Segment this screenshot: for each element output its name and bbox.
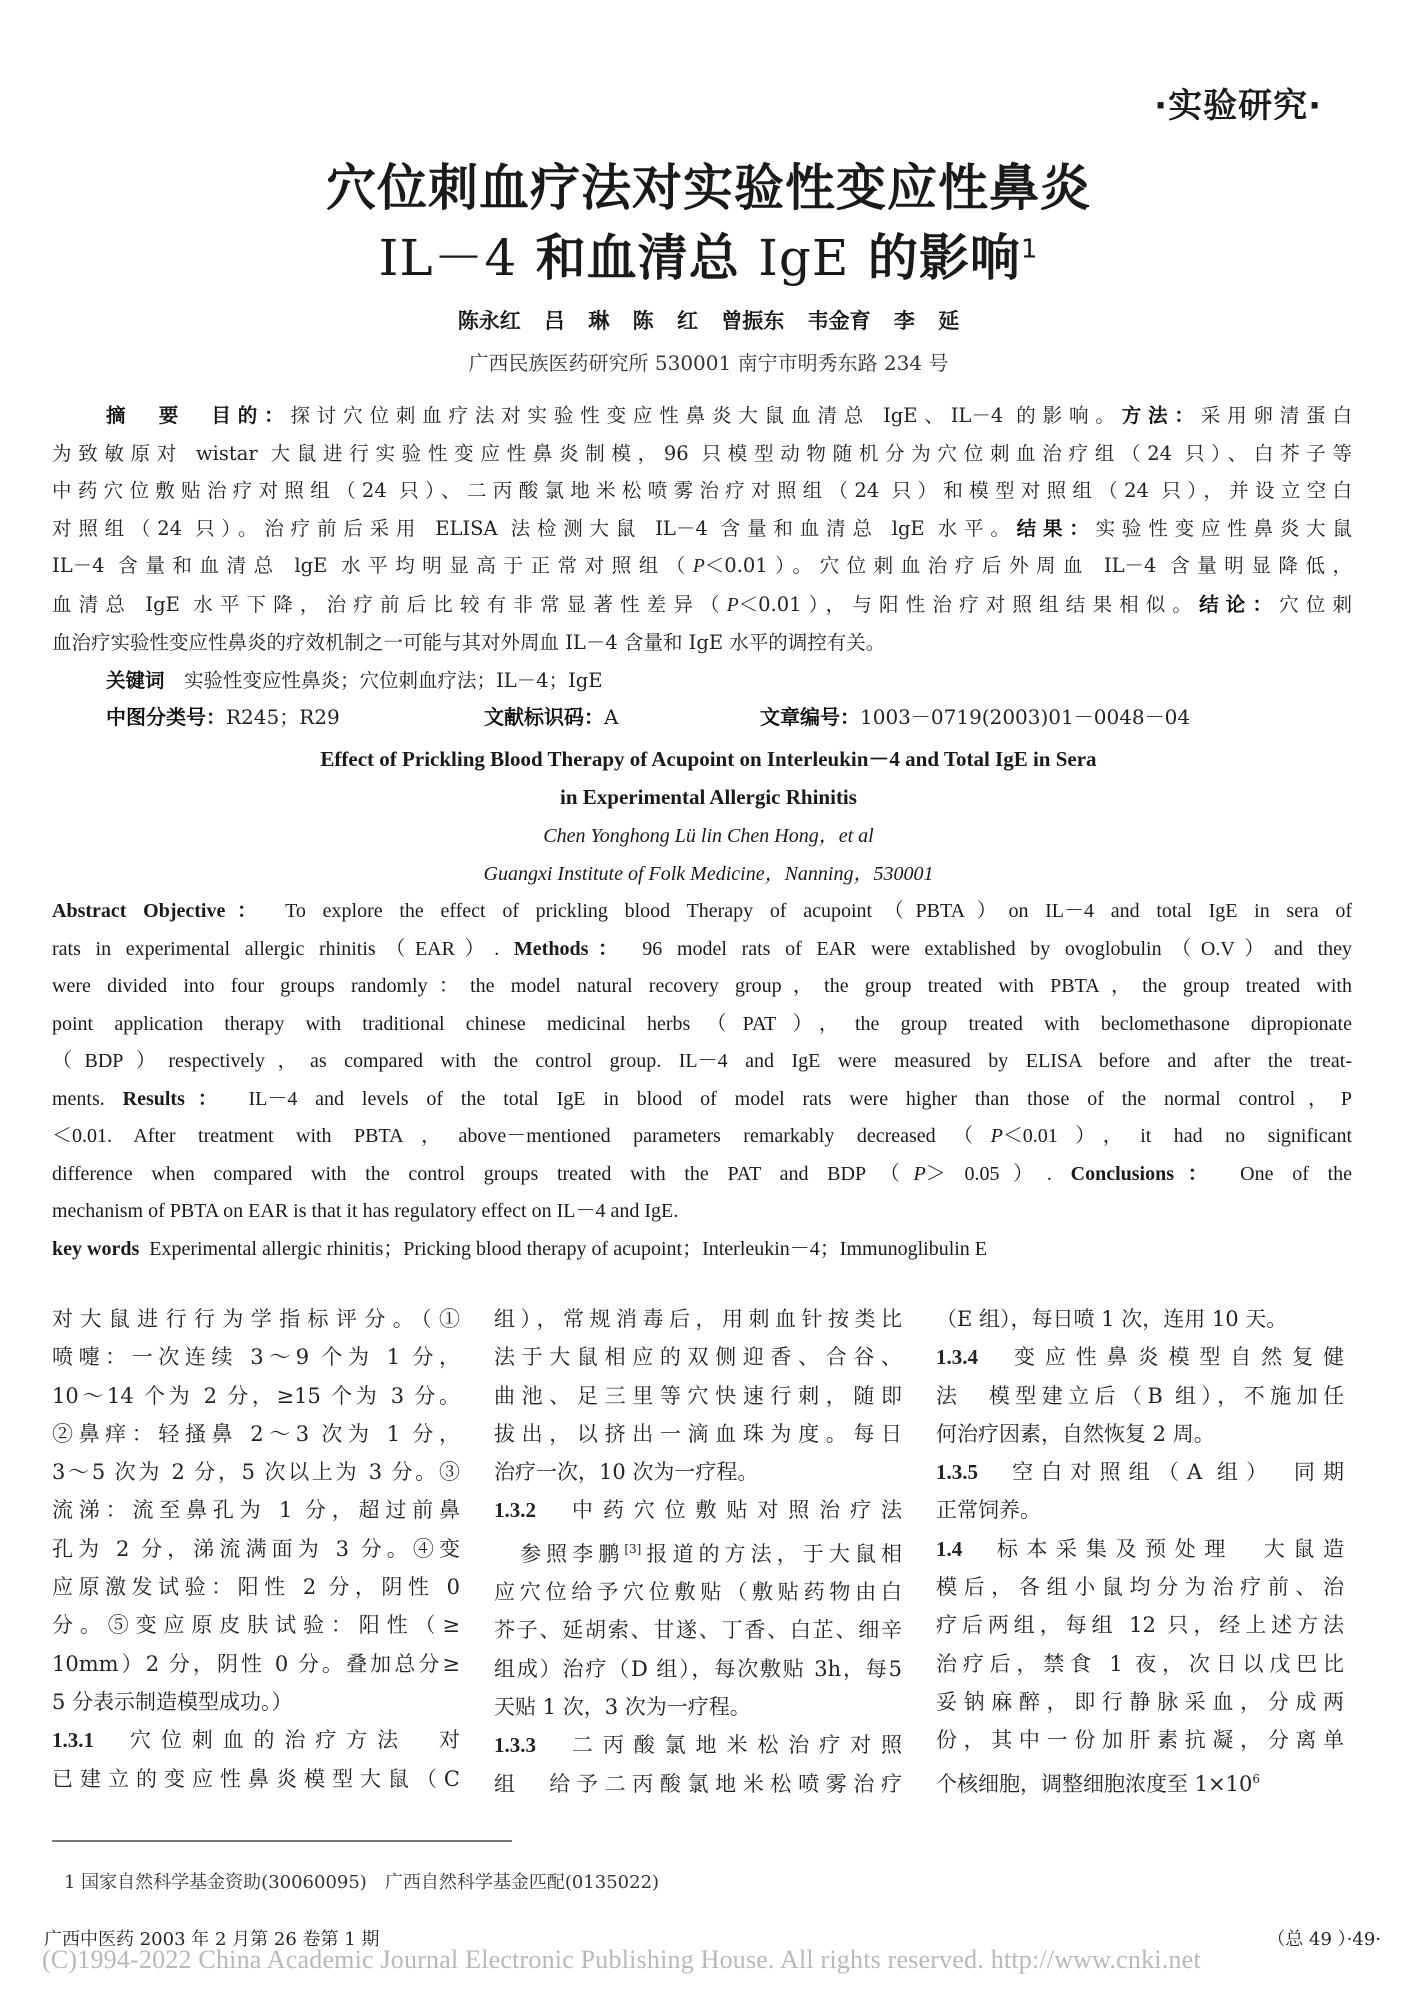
english-authors: Chen Yonghong Lü lin Chen Hong，et al — [543, 825, 874, 847]
body-line: 曲池、足三里等穴快速行刺，随即 — [494, 1383, 902, 1408]
abstract-line: 中药穴位敷贴治疗对照组（24 只）、二丙酸氯地米松喷雾治疗对照组（24 只）和模型对照组（24 只），并设立空白 — [52, 479, 1352, 502]
title-il4: IL－4 — [378, 229, 518, 287]
body-text: 报道的方法，于大鼠相 — [641, 1541, 903, 1566]
reference-citation[interactable]: [3] — [624, 1541, 642, 1556]
objective-text: 探讨穴位刺血疗法对实验性变应性鼻炎大鼠血清总 IgE、IL－4 的影响。 — [290, 404, 1122, 427]
en-abstract-line — [52, 1118, 1352, 1156]
footnote: 1 国家自然科学基金资助(30060095) 广西自然科学基金匹配(0135022) — [64, 1872, 660, 1893]
section-number: 1.3.3 — [494, 1733, 536, 1758]
en-abstract-line — [52, 931, 1352, 969]
en-abstract-line: （BDP）respectively，as compared with the control group. IL－4 and IgE were measured by ELISA before and after the treat- — [52, 1050, 1352, 1072]
body-line: 3～5 次为 2 分，5 次以上为 3 分。③ — [52, 1460, 460, 1485]
en-keywords-row — [52, 1231, 1352, 1269]
en-abstract-line — [52, 1156, 1352, 1194]
body-line: 芥子、延胡索、甘遂、丁香、白芷、细辛 — [494, 1618, 902, 1643]
en-text: IL－4 and levels of the total IgE in blood of model rats were higher than those of the normal control，P — [248, 1087, 1353, 1110]
doc-code — [484, 699, 618, 737]
abstract-text: 血清总 IgE 水平下降，治疗前后比较有非常显著性差异（ — [52, 592, 727, 616]
section-tag: ·实验研究· — [1154, 86, 1322, 126]
title-ige: IgE — [758, 229, 850, 287]
section-heading-1-3-4 — [936, 1338, 1344, 1376]
body-line: 天贴 1 次，3 次为一疗程。 — [494, 1694, 751, 1719]
abstract-line — [52, 586, 1352, 625]
page-number: （总 49 ）·49· — [1267, 1929, 1381, 1950]
body-text: 参照李鹏 — [494, 1541, 625, 1566]
title-text-b: 的影响 — [849, 229, 1021, 287]
en-text: ＞ 0.05）. — [925, 1162, 1052, 1185]
body-line: 组），常规消毒后，用刺血针按类比 — [494, 1307, 902, 1331]
en-abstract-line: were divided into four groups randomly：the model natural recovery group，the group treated with PBTA，the group treated with — [52, 975, 1352, 997]
footnote-divider — [52, 1840, 512, 1842]
body-line: 流涕：流至鼻孔为 1 分，超过前鼻 — [52, 1498, 460, 1523]
abstract-line: 为致敏原对 wistar 大鼠进行实验性变应性鼻炎制模，96 只模型动物随机分为穴位刺血治疗组（24 只）、白芥子等 — [52, 441, 1352, 465]
english-abstract — [52, 893, 1352, 1268]
section-title: 二丙酸氯地米松治疗对照 — [562, 1733, 902, 1758]
body-line — [936, 1760, 1344, 1803]
clc-label: 中图分类号： — [106, 705, 226, 729]
title-line-2 — [0, 218, 1417, 290]
abstract-text: ＜0.01）。穴位刺血治疗后外周血 IL－4 含量明显降低， — [704, 554, 1353, 577]
article-no-value: 1003－0719(2003)01－0048－04 — [860, 705, 1191, 729]
body-line: 疗后两组，每组 12 只，经上述方法 — [936, 1613, 1344, 1638]
body-text: 个核细胞，调整细胞浓度至 1×10 — [936, 1771, 1253, 1796]
affiliation: 广西民族医药研究所 530001 南宁市明秀东路 234 号 — [468, 351, 949, 375]
body-column-2 — [494, 1300, 902, 1803]
article-no-label: 文章编号： — [760, 705, 860, 729]
section-heading-1-3-2 — [494, 1491, 902, 1529]
en-keywords-value: Experimental allergic rhinitis；Pricking blood therapy of acupoint；Interleukin－4；Immunoglibulin E — [149, 1237, 988, 1260]
section-title: 变应性鼻炎模型自然复健 — [1004, 1345, 1344, 1370]
section-heading-1-3-1 — [52, 1721, 460, 1759]
en-abstract-line: point application therapy with traditional chinese medicinal herbs（PAT），the group treated with beclomethasone dipropionate — [52, 1012, 1352, 1035]
clc-value: R245；R29 — [226, 705, 340, 729]
section-heading-1-3-5 — [936, 1453, 1344, 1491]
english-affiliation: Guangxi Institute of Folk Medicine，Nanning，530001 — [483, 863, 934, 885]
exponent: 6 — [1252, 1771, 1260, 1786]
english-title-line-1: Effect of Prickling Blood Therapy of Acupoint on Interleukin－4 and Total IgE in Sera — [320, 747, 1097, 771]
body-line — [494, 1530, 902, 1573]
title-text-a: 和血清总 — [517, 229, 759, 287]
section-title: 空白对照组（A 组） 同期 — [1004, 1460, 1344, 1485]
section-title: 中药穴位敷贴对照治疗法 — [562, 1498, 902, 1523]
p-symbol: P — [726, 594, 739, 616]
en-methods-label: Methods： — [513, 937, 628, 960]
abstract-label: 摘 要 — [106, 404, 212, 427]
abstract-text: IL－4 含量和血清总 lgE 水平均明显高于正常对照组（ — [52, 554, 693, 577]
body-line: 对大鼠进行行为学指标评分。（① — [52, 1307, 460, 1331]
section-number: 1.4 — [936, 1536, 963, 1561]
abstract-text: ＜0.01），与阳性治疗对照组结果相似。 — [738, 592, 1200, 616]
en-text: difference when compared with the control groups treated with the PAT and BDP（ — [52, 1162, 914, 1185]
body-line: 已建立的变应性鼻炎模型大鼠（C — [52, 1766, 460, 1791]
body-line: 组成）治疗（D 组），每次敷贴 3h，每5 — [494, 1656, 902, 1681]
body-line: 5 分表示制造模型成功。） — [52, 1689, 293, 1714]
en-results-label: Results： — [122, 1087, 231, 1110]
section-heading-1-3-3 — [494, 1726, 902, 1764]
classification-row — [52, 699, 1352, 737]
en-text: rats in experimental allergic rhinitis（EAR）. — [52, 937, 500, 960]
body-line: 应原激发试验：阳性 2 分，阴性 0 — [52, 1575, 460, 1600]
body-line: 拔出，以挤出一滴血珠为度。每日 — [494, 1421, 902, 1446]
section-title: 穴位刺血的治疗方法 对 — [120, 1728, 460, 1753]
p-symbol: P — [913, 1162, 926, 1185]
objective-label: 目的： — [211, 404, 291, 427]
body-line: 治疗一次，10 次为一疗程。 — [494, 1460, 759, 1485]
body-line: 份，其中一份加肝素抗凝，分离单 — [936, 1728, 1344, 1753]
body-line: 正常饲养。 — [936, 1498, 1041, 1523]
body-line: 分。⑤变应原皮肤试验：阳性（≥ — [52, 1613, 460, 1638]
en-text: ments. — [52, 1087, 105, 1110]
keywords-value: 实验性变应性鼻炎；穴位刺血疗法；IL－4；IgE — [184, 668, 603, 692]
methods-label: 方法： — [1121, 404, 1201, 427]
authors: 陈永红 吕 琳 陈 红 曾振东 韦金育 李 延 — [457, 309, 960, 333]
abstract-text: 对照组（24 只）。治疗前后采用 ELISA 法检测大鼠 IL－4 含量和血清总 lgE 水平。 — [52, 516, 1017, 540]
p-symbol: P — [990, 1125, 1003, 1147]
copyright-watermark: (C)1994-2022 China Academic Journal Electronic Publishing House. All rights reserved. http://www.cnki.net — [42, 1945, 1201, 1974]
section-number: 1.3.5 — [936, 1460, 978, 1485]
abstract-line — [52, 547, 1352, 586]
en-abstract-line — [52, 1081, 1352, 1119]
abstract-line: 血治疗实验性变应性鼻炎的疗效机制之一可能与其对外周血 IL－4 含量和 IgE 水平的调控有关。 — [52, 631, 886, 654]
section-number: 1.3.2 — [494, 1498, 536, 1523]
keywords-row — [52, 662, 1352, 700]
section-heading-1-4 — [936, 1530, 1344, 1568]
body-line: 10～14 个为 2 分，≥15 个为 3 分。 — [52, 1383, 460, 1408]
en-text: To explore the effect of prickling blood Therapy of acupoint（PBTA）on IL－4 and total IgE in sera of — [285, 900, 1352, 922]
en-text: 96 model rats of EAR were extablished by ovoglobulin（O.V）and they — [642, 937, 1353, 960]
section-number: 1.3.4 — [936, 1345, 978, 1370]
en-text: One of the — [1240, 1162, 1353, 1185]
keywords-label: 关键词 — [106, 668, 165, 692]
english-title-line-2: in Experimental Allergic Rhinitis — [560, 785, 857, 809]
body-line: 法 模型建立后（B 组），不施加任 — [936, 1383, 1344, 1408]
body-line: 孔为 2 分，涕流满面为 3 分。④变 — [52, 1536, 460, 1561]
body-line: 何治疗因素，自然恢复 2 周。 — [936, 1421, 1215, 1446]
doc-code-label: 文献标识码： — [484, 705, 604, 729]
body-line: （E 组），每日喷 1 次，连用 10 天。 — [936, 1307, 1288, 1331]
body-line: 妥钠麻醉，即行静脉采血，分成两 — [936, 1689, 1344, 1714]
title-footnote-mark: 1 — [1020, 234, 1039, 265]
article-no — [760, 699, 1190, 737]
section-title: 标本采集及预处理 大鼠造 — [988, 1536, 1344, 1561]
en-text: ＜0.01），it had no significant — [1002, 1125, 1353, 1147]
body-line: 应穴位给予穴位敷贴（敷贴药物由白 — [494, 1580, 902, 1605]
title-line-1: 穴位刺血疗法对实验性变应性鼻炎 — [326, 159, 1091, 217]
en-abstract-line: mechanism of PBTA on EAR is that it has regulatory effect on IL－4 and IgE. — [52, 1200, 679, 1222]
body-line: 组 给予二丙酸氯地米松喷雾治疗 — [494, 1771, 902, 1796]
en-text: ＜0.01. After treatment with PBTA，above－mentioned parameters remarkably decreased（ — [52, 1125, 991, 1147]
methods-text: 采用卵清蛋白 — [1200, 404, 1352, 427]
results-label: 结果： — [1016, 516, 1096, 540]
en-abstract-label: Abstract Objective： — [52, 900, 269, 922]
conclusion-label: 结论： — [1199, 592, 1280, 616]
doc-code-value: A — [604, 705, 619, 729]
body-line: 模后，各组小鼠均分为治疗前、治 — [936, 1575, 1344, 1600]
en-abstract-line — [52, 893, 1352, 931]
body-line: ②鼻痒：轻搔鼻 2～3 次为 1 分， — [52, 1421, 460, 1446]
abstract-line — [52, 397, 1352, 435]
p-symbol: P — [692, 556, 705, 577]
section-number: 1.3.1 — [52, 1728, 94, 1753]
abstract-line — [52, 510, 1352, 548]
results-text: 实验性变应性鼻炎大鼠 — [1095, 516, 1352, 540]
en-keywords-label: key words — [52, 1237, 140, 1260]
body-column-3 — [936, 1300, 1344, 1803]
chinese-abstract — [52, 397, 1352, 737]
body-line: 法于大鼠相应的双侧迎香、合谷、 — [494, 1345, 902, 1370]
conclusion-text: 穴位刺 — [1279, 592, 1352, 616]
body-line: 喷嚏：一次连续 3～9 个为 1 分， — [52, 1345, 460, 1370]
en-conclusions-label: Conclusions： — [1070, 1162, 1222, 1185]
body-line: 治疗后，禁食 1 夜，次日以戊巴比 — [936, 1651, 1344, 1676]
journal-issue: 广西中医药 2003 年 2 月第 26 卷第 1 期 — [44, 1929, 380, 1950]
body-column-1 — [52, 1300, 460, 1798]
body-line: 10mm）2 分，阴性 0 分。叠加总分≥ — [52, 1651, 460, 1676]
